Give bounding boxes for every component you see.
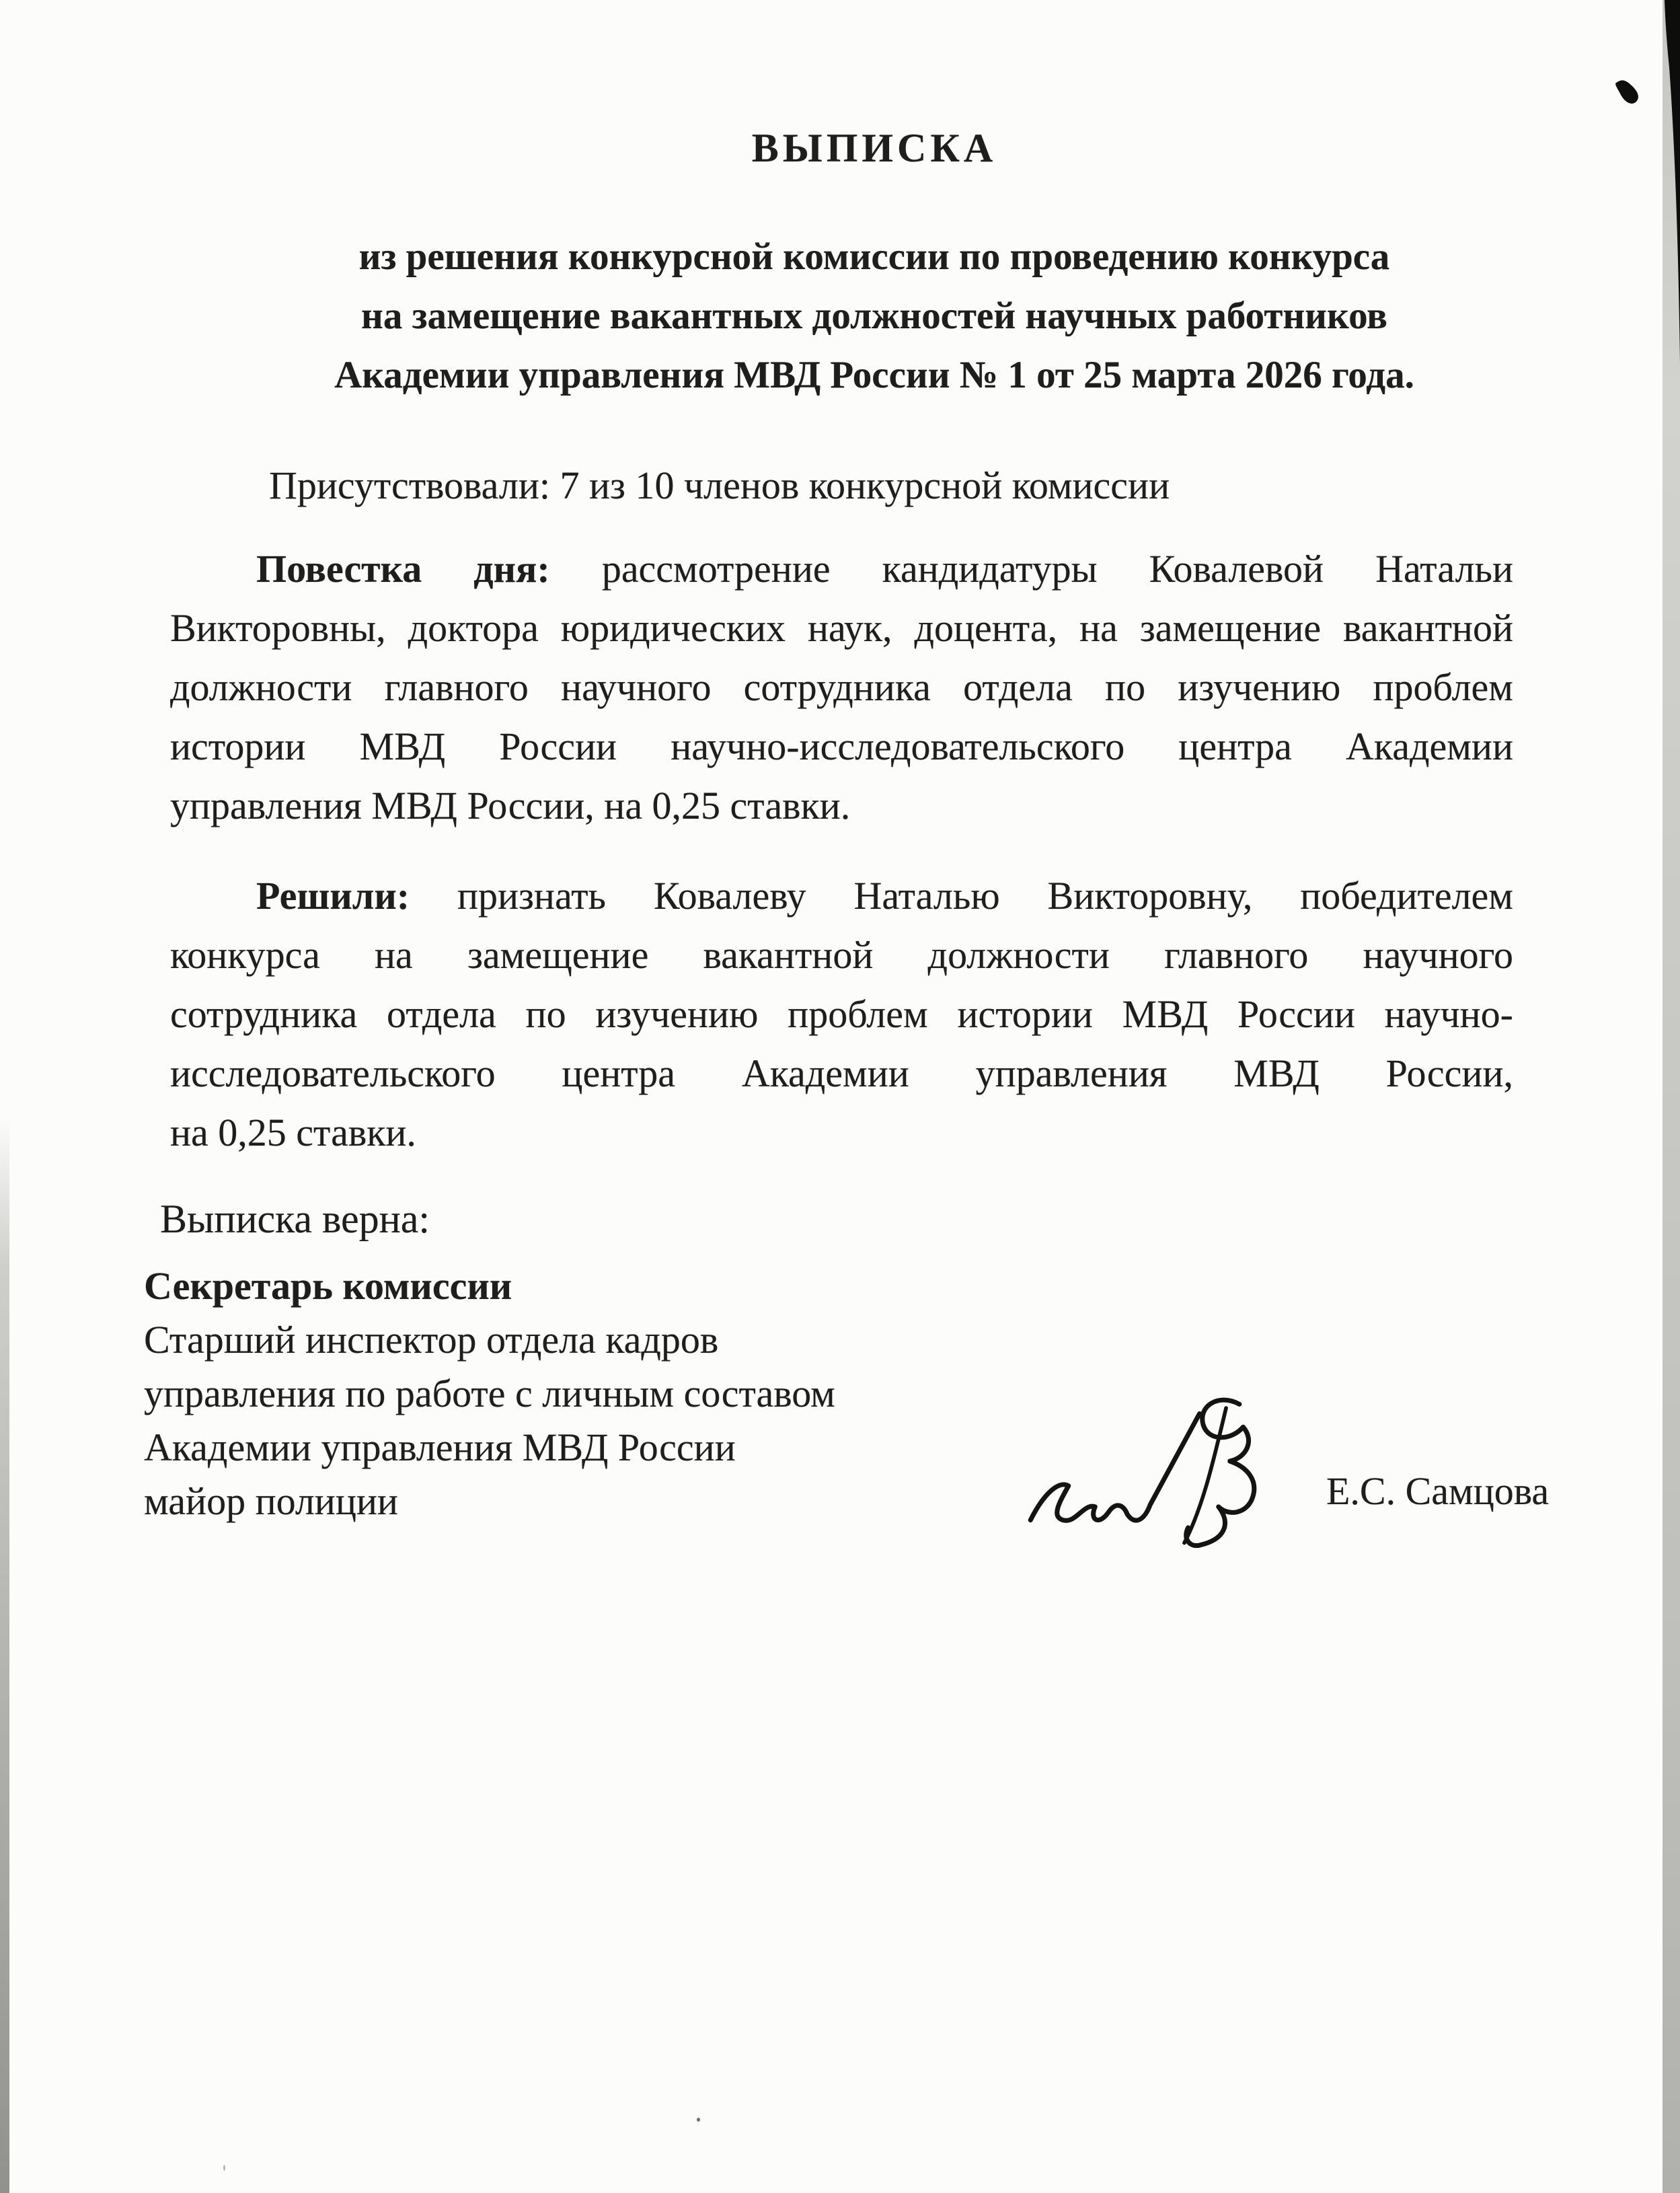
- signatory-line: управления по работе с личным составом: [144, 1372, 835, 1415]
- signature-autograph: [1012, 1387, 1301, 1549]
- decision-first-line-rest: признать Ковалеву Наталью Викторовну, победителем: [410, 874, 1513, 918]
- decision-lead: Решили:: [256, 874, 410, 918]
- scan-edge-left: [0, 1117, 9, 2193]
- signatory-line: майор полиции: [144, 1479, 398, 1523]
- signatory-role: Секретарь комиссии: [144, 1264, 512, 1308]
- signatory-block: [144, 1259, 1099, 1528]
- paragraph-line: истории МВД России научно-исследовательского центра Академии: [170, 724, 1513, 768]
- paper-speck: [697, 2118, 700, 2122]
- agenda-lead: Повестка дня:: [256, 547, 550, 591]
- agenda-paragraph: [170, 540, 1513, 835]
- paragraph-line: управления МВД России, на 0,25 ставки.: [170, 784, 851, 827]
- signatory-line: Старший инспектор отдела кадров: [144, 1318, 719, 1362]
- subtitle-line: из решения конкурсной комиссии по проведению конкурса: [358, 235, 1390, 278]
- certification-line: Выписка верна:: [160, 1197, 430, 1241]
- subtitle-line: на замещение вакантных должностей научных работников: [361, 295, 1387, 337]
- paragraph-line: [170, 540, 1513, 599]
- ink-mark: [1611, 74, 1646, 109]
- subtitle-line: Академии управления МВД России № 1 от 25 марта 2026 года.: [334, 354, 1414, 396]
- paragraph-line: [170, 866, 1513, 926]
- scan-edge-shadow: [1663, 0, 1680, 377]
- paragraph-line: исследовательского центра Академии управления МВД России,: [170, 1051, 1513, 1095]
- attendance-line: Присутствовали: 7 из 10 членов конкурсной комиссии: [269, 463, 1170, 507]
- document-subtitle: [235, 227, 1513, 405]
- paper-speck: [223, 2165, 225, 2171]
- document-title: ВЫПИСКА: [751, 126, 997, 170]
- signatory-line: Академии управления МВД России: [144, 1425, 736, 1469]
- signer-name: Е.С. Самцова: [1326, 1469, 1550, 1513]
- paragraph-line: Викторовны, доктора юридических наук, доцента, на замещение вакантной: [170, 606, 1513, 650]
- decision-paragraph: [170, 866, 1513, 1162]
- paragraph-line: сотрудника отдела по изучению проблем истории МВД России научно-: [170, 992, 1513, 1036]
- paragraph-line: на 0,25 ставки.: [170, 1111, 416, 1154]
- paragraph-line: конкурса на замещение вакантной должности главного научного: [170, 933, 1513, 977]
- paragraph-line: должности главного научного сотрудника отдела по изучению проблем: [170, 665, 1513, 709]
- agenda-first-line-rest: рассмотрение кандидатуры Ковалевой Натальи: [549, 547, 1514, 591]
